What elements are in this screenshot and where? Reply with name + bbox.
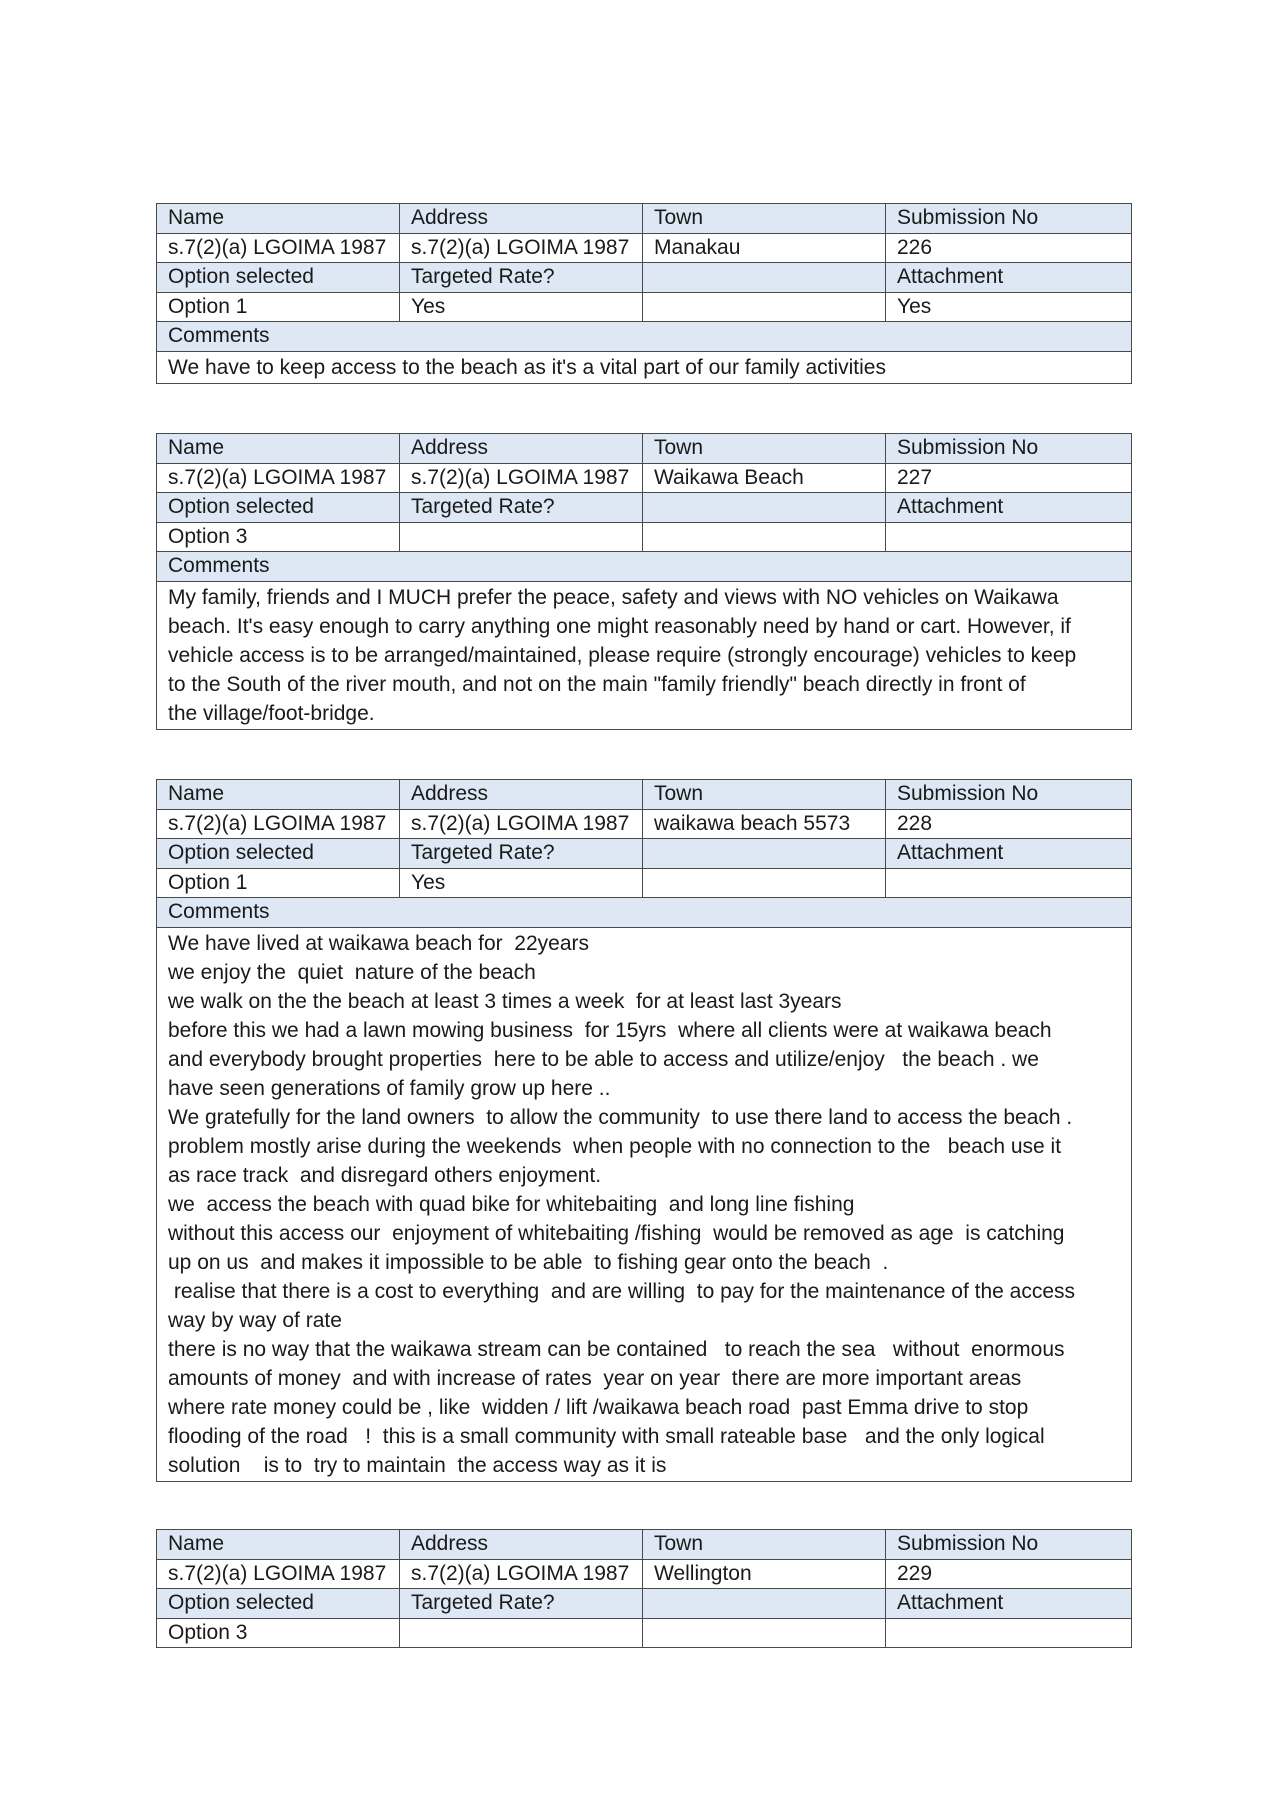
comment-line: problem mostly arise during the weekends when people with no connection to the beach use it — [168, 1134, 1062, 1158]
attachment-value — [886, 522, 1132, 552]
comment-line: up on us and makes it impossible to be able to fishing gear onto the beach . — [168, 1250, 889, 1274]
option-selected-label: Option selected — [157, 263, 400, 293]
comments-header-row — [157, 552, 1132, 582]
address-value: s.7(2)(a) LGOIMA 1987 — [400, 233, 643, 263]
comment-line: We have to keep access to the beach as it's a vital part of our family activities — [168, 355, 886, 379]
targeted-rate-label: Targeted Rate? — [400, 839, 643, 869]
empty-cell — [643, 263, 886, 293]
town-value: Wellington — [643, 1559, 886, 1589]
comments-text — [157, 581, 1132, 729]
option-value: Option 3 — [157, 1618, 400, 1648]
option-value: Option 1 — [157, 292, 400, 322]
comment-line: have seen generations of family grow up here .. — [168, 1076, 611, 1100]
address-value: s.7(2)(a) LGOIMA 1987 — [400, 1559, 643, 1589]
empty-cell — [643, 868, 886, 898]
town-label: Town — [643, 204, 886, 234]
comment-line: as race track and disregard others enjoyment. — [168, 1163, 602, 1187]
comments-row — [157, 581, 1132, 729]
attachment-label: Attachment — [886, 263, 1132, 293]
name-value: s.7(2)(a) LGOIMA 1987 — [157, 463, 400, 493]
submission-no-label: Submission No — [886, 780, 1132, 810]
empty-cell — [643, 292, 886, 322]
address-label: Address — [400, 434, 643, 464]
town-value: Manakau — [643, 233, 886, 263]
submission-table-228 — [156, 779, 1132, 1482]
comments-label: Comments — [157, 322, 1132, 352]
option-selected-label: Option selected — [157, 1589, 400, 1619]
comment-line: before this we had a lawn mowing business for 15yrs where all clients were at waikawa beach — [168, 1018, 1052, 1042]
attachment-value — [886, 868, 1132, 898]
targeted-rate-label: Targeted Rate? — [400, 263, 643, 293]
comments-header-row — [157, 322, 1132, 352]
option-row — [157, 522, 1132, 552]
targeted-rate-label: Targeted Rate? — [400, 1589, 643, 1619]
comment-line: My family, friends and I MUCH prefer the peace, safety and views with NO vehicles on Waikawa — [168, 585, 1059, 609]
submission-table-226 — [156, 203, 1132, 384]
option-header-row — [157, 493, 1132, 523]
comment-line: vehicle access is to be arranged/maintained, please require (strongly encourage) vehicles to keep — [168, 643, 1077, 667]
comment-line: We have lived at waikawa beach for 22years — [168, 931, 590, 955]
name-value: s.7(2)(a) LGOIMA 1987 — [157, 233, 400, 263]
town-label: Town — [643, 1530, 886, 1560]
comment-line: realise that there is a cost to everything and are willing to pay for the maintenance of the access — [168, 1279, 1075, 1303]
comment-line: amounts of money and with increase of rates year on year there are more important areas — [168, 1366, 1022, 1390]
submission-no-label: Submission No — [886, 204, 1132, 234]
comments-row — [157, 927, 1132, 1481]
option-selected-label: Option selected — [157, 839, 400, 869]
address-value: s.7(2)(a) LGOIMA 1987 — [400, 809, 643, 839]
comments-header-row — [157, 898, 1132, 928]
targeted-rate-value — [400, 522, 643, 552]
attachment-label: Attachment — [886, 493, 1132, 523]
header-row — [157, 434, 1132, 464]
submission-table-229 — [156, 1529, 1132, 1648]
comment-line: and everybody brought properties here to be able to access and utilize/enjoy the beach . we — [168, 1047, 1039, 1071]
targeted-rate-value: Yes — [400, 292, 643, 322]
comment-line: we access the beach with quad bike for whitebaiting and long line fishing — [168, 1192, 855, 1216]
comment-line: way by way of rate — [168, 1308, 342, 1332]
option-header-row — [157, 263, 1132, 293]
submission-no-value: 228 — [886, 809, 1132, 839]
comment-line: We gratefully for the land owners to allow the community to use there land to access the beach . — [168, 1105, 1073, 1129]
targeted-rate-label: Targeted Rate? — [400, 493, 643, 523]
comments-label: Comments — [157, 898, 1132, 928]
submission-no-value: 226 — [886, 233, 1132, 263]
targeted-rate-value: Yes — [400, 868, 643, 898]
option-selected-label: Option selected — [157, 493, 400, 523]
address-value: s.7(2)(a) LGOIMA 1987 — [400, 463, 643, 493]
empty-cell — [643, 1618, 886, 1648]
empty-cell — [643, 839, 886, 869]
attachment-value — [886, 1618, 1132, 1648]
targeted-rate-value — [400, 1618, 643, 1648]
option-value: Option 1 — [157, 868, 400, 898]
comments-text — [157, 351, 1132, 383]
comment-line: solution is to try to maintain the access way as it is — [168, 1453, 667, 1477]
comment-line: flooding of the road ! this is a small community with small rateable base and the only logical — [168, 1424, 1045, 1448]
name-value: s.7(2)(a) LGOIMA 1987 — [157, 809, 400, 839]
empty-cell — [643, 493, 886, 523]
empty-cell — [643, 1589, 886, 1619]
header-row — [157, 204, 1132, 234]
attachment-label: Attachment — [886, 1589, 1132, 1619]
option-value: Option 3 — [157, 522, 400, 552]
details-row — [157, 233, 1132, 263]
town-label: Town — [643, 780, 886, 810]
name-label: Name — [157, 1530, 400, 1560]
comment-line: to the South of the river mouth, and not on the main "family friendly" beach directly in front of — [168, 672, 1026, 696]
comment-line: there is no way that the waikawa stream can be contained to reach the sea without enormous — [168, 1337, 1065, 1361]
comments-label: Comments — [157, 552, 1132, 582]
town-value: Waikawa Beach — [643, 463, 886, 493]
option-row — [157, 1618, 1132, 1648]
comment-line: beach. It's easy enough to carry anything one might reasonably need by hand or cart. However, if — [168, 614, 1071, 638]
header-row — [157, 780, 1132, 810]
comment-line: the village/foot-bridge. — [168, 701, 375, 725]
submission-no-label: Submission No — [886, 434, 1132, 464]
name-label: Name — [157, 780, 400, 810]
submission-no-value: 227 — [886, 463, 1132, 493]
submission-table-227 — [156, 433, 1132, 730]
header-row — [157, 1530, 1132, 1560]
address-label: Address — [400, 204, 643, 234]
comment-line: without this access our enjoyment of whitebaiting /fishing would be removed as age is catching — [168, 1221, 1065, 1245]
option-header-row — [157, 839, 1132, 869]
name-value: s.7(2)(a) LGOIMA 1987 — [157, 1559, 400, 1589]
option-header-row — [157, 1589, 1132, 1619]
submission-no-value: 229 — [886, 1559, 1132, 1589]
attachment-value: Yes — [886, 292, 1132, 322]
details-row — [157, 1559, 1132, 1589]
details-row — [157, 809, 1132, 839]
attachment-label: Attachment — [886, 839, 1132, 869]
submission-no-label: Submission No — [886, 1530, 1132, 1560]
comments-text — [157, 927, 1132, 1481]
address-label: Address — [400, 780, 643, 810]
comment-line: we enjoy the quiet nature of the beach — [168, 960, 536, 984]
option-row — [157, 292, 1132, 322]
town-value: waikawa beach 5573 — [643, 809, 886, 839]
comment-line: we walk on the the beach at least 3 times a week for at least last 3years — [168, 989, 842, 1013]
option-row — [157, 868, 1132, 898]
name-label: Name — [157, 434, 400, 464]
comments-row — [157, 351, 1132, 383]
comment-line: where rate money could be , like widden / lift /waikawa beach road past Emma drive to stop — [168, 1395, 1029, 1419]
town-label: Town — [643, 434, 886, 464]
name-label: Name — [157, 204, 400, 234]
address-label: Address — [400, 1530, 643, 1560]
empty-cell — [643, 522, 886, 552]
details-row — [157, 463, 1132, 493]
